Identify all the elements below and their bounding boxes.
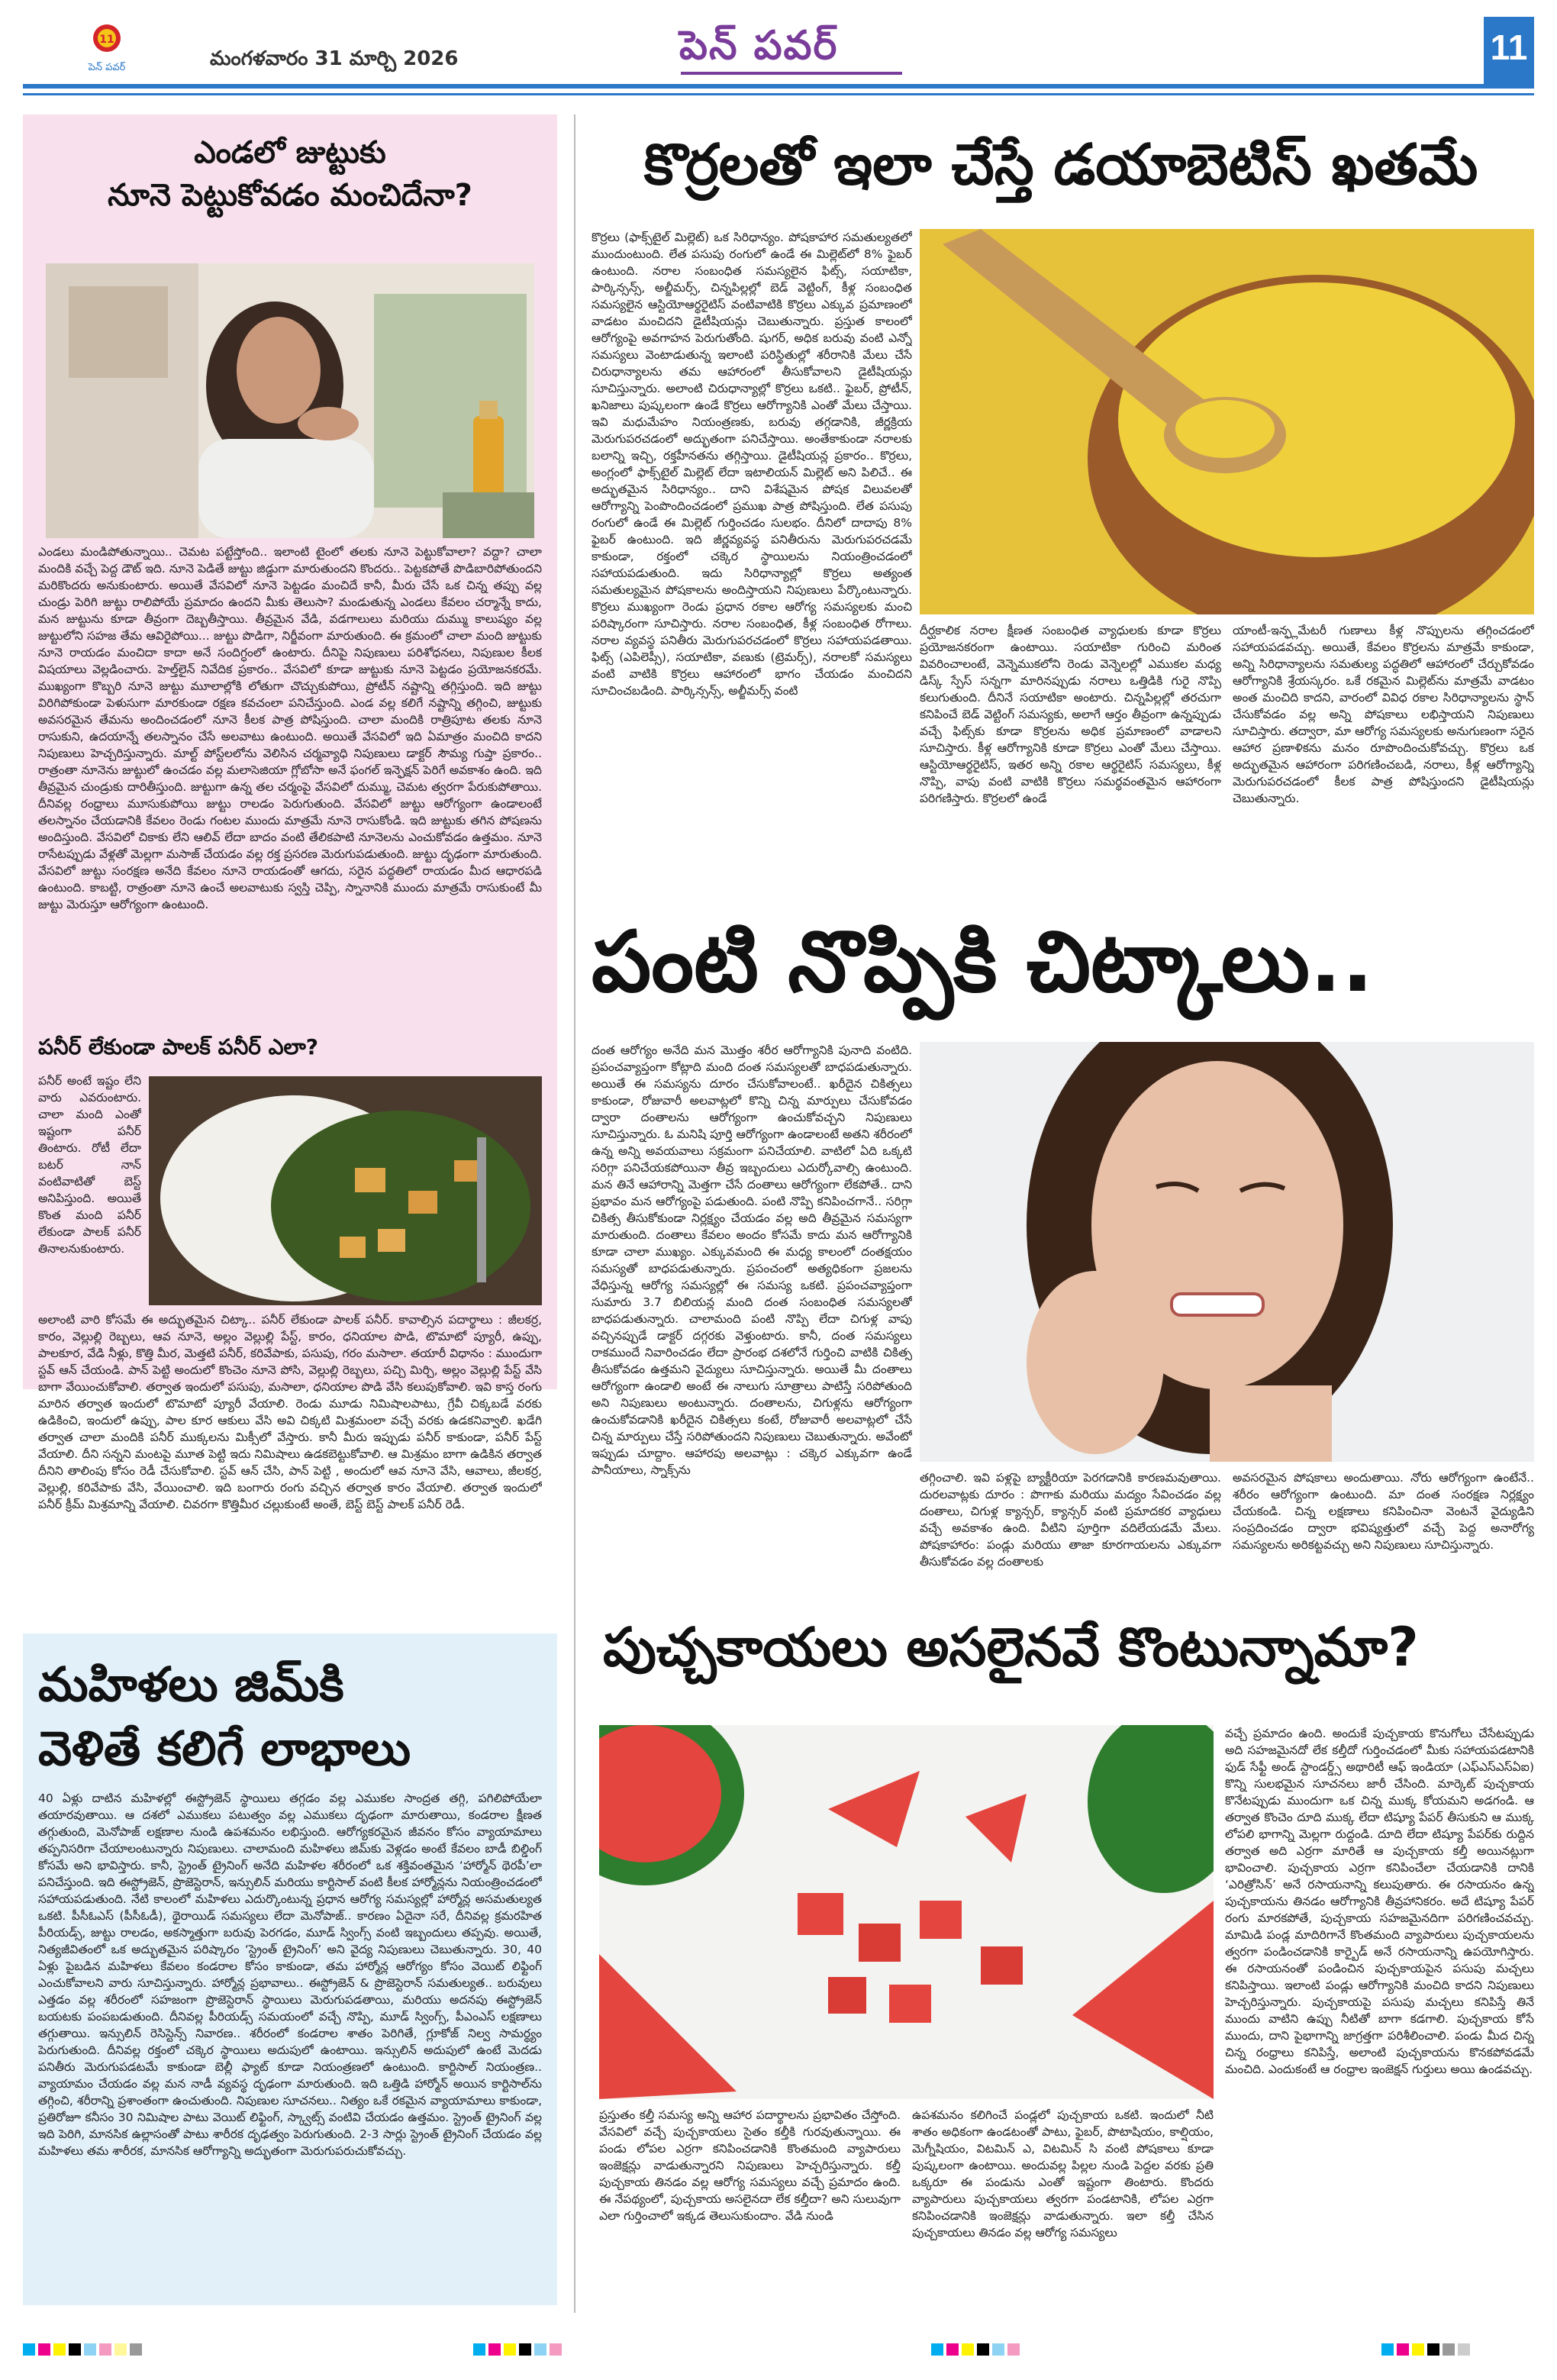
- millet-body-col2: దీర్ఘకాలిక నరాల క్షీణత సంబంధిత వ్యాధులకు కూడా కొర్రలు ప్రయోజనకరంగా ఉంటాయి. సయాటికా గురించి మరింత వివరించాలంటే, వెన్నెముకలోని రెండు వెన్నెలల్లో ఎముకల మధ్య డిస్క్ స్పేస్ సన్నగా మారినప్పుడు నరాలు ఒత్తిడికి గురై నొప్పి కలుగుతుంది. దీనినే సయాటికా అంటారు. చిన్నపిల్లల్లో తరచుగా కనిపించే బెడ్ వెట్టింగ్ సమస్యకు, అలాగే ఆర్తం తీవ్రంగా ఉన్నప్పుడు వచ్చే ఫిట్స్‌కు కూడా కొర్రలను అధిక ప్రమాణంలో వాడాలని సూచిస్తారు. కీళ్ల ఆరోగ్యానికి కూడా కొర్రలు ఎంతో మేలు చేస్తాయి. ఆస్టియోఆర్థరైటిస్, ఇతర అన్ని రకాల ఆర్థరైటిస్ సమస్యలు, కీళ్ల నొప్పి, వాపు వంటి వాటికి కొర్రలు సమర్థవంతమైన ఆహారంగా పరిగణిస్తారు. కొర్రలలో ఉండే: [920, 624, 1221, 805]
- tooth-body-col3: అవసరమైన పోషకాలు అందుతాయి. నోరు ఆరోగ్యంగా ఉంటేనే.. శరీరం ఆరోగ్యంగా ఉంటుంది. మా దంత సంరక్షణ నిర్లక్ష్యం చేయకండి. చిన్న లక్షణాలు కనిపించినా వెంటనే వైద్యుడిని సంప్రదించడం ద్వారా భవిష్యత్తులో వచ్చే పెద్ద అనారోగ్య సమస్యలను అరికట్టవచ్చు అని నిపుణులు సూచిస్తున్నారు.: [1233, 1471, 1534, 1552]
- header-rule-thin: [23, 93, 1534, 95]
- palak-headline: పనీర్ లేకుండా పాలక్ పనీర్ ఎలా?: [38, 1034, 319, 1059]
- registration-color-bar-mid: [931, 2343, 1023, 2356]
- hair-body: ఎండలు మండిపోతున్నాయి.. చెమట పట్టేస్తోంది.. ఇలాంటి టైంలో తలకు నూనె పెట్టుకోవాలా? వద్దా? చాలా మందికి వచ్చే పెద్ద డౌట్ ఇది. నూనె పెడితే జుట్టు జిడ్డుగా మారుతుందని కొందరు.. పెట్టకపోతే పొడిబారిపోతుందని మరికొందరు అనుకుంటారు. అయితే వేసవిలో నూనె పెట్టడం మంచిదే కానీ, మీరు చేసే ఒక చిన్న తప్పు వల్ల చుండ్రు పెరిగి జుట్టు రాలిపోయే ప్రమాదం ఉందని మీకు తెలుసా? మండుతున్న ఎండలు కేవలం చర్మాన్నే కాదు, మన జుట్టును కూడా తీవ్రంగా దెబ్బతీస్తాయి. తీవ్రమైన వేడి, వడగాలులు మరియు దుమ్ము కాలుష్యం వల్ల జుట్టులోని సహజ తేమ ఆవిరైపోయి... జుట్టు పొడిగా, నిర్జీవంగా మారుతుంది. ఈ క్రమంలో చాలా మంది జుట్టుకు నూనె రాయడం మంచిదా కాదా అనే సందిగ్ధంలో ఉంటారు. దీనిపై నిపుణులు పరిశోధనలు, నిపుణుల కీలక విషయాలు వెల్లడించారు. హెల్త్‌లైన్ నివేదిక ప్రకారం.. వేసవిలో కూడా జుట్టుకు నూనె పెట్టడం ప్రయోజనకరమే. ముఖ్యంగా కొబ్బరి నూనె జుట్టు మూలాల్లోకి లోతుగా చొచ్చుకుపోయి, ప్రోటీన్ నష్టాన్ని తగ్గిస్తుంది. ఇది జుట్టు విరిగిపోకుండా పెళుసుగా మారకుండా రక్షణ కవచంలా పనిచేస్తుంది. ఎండ వల్ల కలిగే నష్టాన్ని తగ్గించి, జుట్టుకు అవసరమైన తేమను అందించడంలో నూనె కీలక పాత్ర పోషిస్తుంది. చాలా మందికి రాత్రిపూట తలకు నూనె రాసుకుని, ఉదయాన్నే తలస్నానం చేసే అలవాటు ఉంటుంది. అయితే వేసవిలో ఇది ఏమాత్రం మంచిది కాదని నిపుణులు హెచ్చరిస్తున్నారు. మాల్ట్ పోస్ట్‌లలోను వెలిసిన చర్మవ్యాధి నిపుణులు డాక్టర్ సౌమ్య గుప్తా ప్రకారం.. రాత్రంతా నూనెను జుట్టులో ఉంచడం వల్ల మలాసెజియా గ్లోబోసా అనే ఫంగల్ ఇన్ఫెక్షన్ పెరిగే అవకాశం ఉంది. ఇది తీవ్రమైన చుండ్రుకు దారితీస్తుంది. జుట్టుగా ఉన్న తల చర్మంపై వేసవిలో దుమ్ము, చెమట త్వరగా పేరుకుపోతాయి. దీనివల్ల రంధ్రాలు మూసుకుపోయి జుట్టు రాలడం పెరుగుతుంది. వేసవిలో జుట్టు ఆరోగ్యంగా ఉండాలంటే తలస్నానం చేయడానికి కేవలం రెండు గంటల ముందు మాత్రమే నూనె రాసుకోండి. ఇది జుట్టుకు తగిన పోషణను అందిస్తుంది. వేసవిలో చికాకు లేని ఆలివ్ లేదా బాదం వంటి తేలికపాటి నూనెలను ఎంచుకోవడం ఉత్తమం. నూనె రాసేటప్పుడు వేళ్లతో మెల్లగా మసాజ్ చేయడం వల్ల రక్త ప్రసరణ మెరుగుపడుతుంది. జుట్టు దృఢంగా మారుతుంది. వేసవిలో జుట్టు సంరక్షణ అనేది కేవలం నూనె రాయడంతో ఆగదు, సరైన పద్ధతిలో రాయడం మీద ఆధారపడి ఉంటుంది. కాబట్టి, రాత్రంతా నూనె ఉంచే అలవాటుకు స్వస్తి చెప్పి, స్నానానికి ముందు మాత్రమే రాసుకుంటే మీ జుట్టు మెరుస్తూ ఆరోగ్యంగా ఉంటుంది.: [38, 545, 542, 911]
- registration-color-bar-center: [473, 2343, 565, 2356]
- tooth-body-col1: దంత ఆరోగ్యం అనేది మన మొత్తం శరీర ఆరోగ్యానికి పునాది వంటిది. ప్రపంచవ్యాప్తంగా కోట్లాది మంది దంత సమస్యలతో బాధపడుతున్నారు. అయితే ఈ సమస్యను దూరం చేసుకోవాలంటే.. ఖరీదైన చికిత్సలు కాకుండా, రోజువారీ అలవాట్లలో కొన్ని చిన్న మార్పులు చేసుకోవడం ద్వారా దంతాలను ఆరోగ్యంగా ఉంచుకోవచ్చని నిపుణులు సూచిస్తున్నారు. ఓ మనిషి పూర్తి ఆరోగ్యంగా ఉండాలంటే అతని శరీరంలో ఉన్న అన్ని అవయవాలు సక్రమంగా పనిచేయాలి. వాటిలో ఏది ఒక్కటి సరిగ్గా పనిచేయకపోయినా తీవ్ర ఇబ్బందులు ఎదుర్కోవాల్సి ఉంటుంది. మన తినే ఆహారాన్ని మెత్తగా చేసే దంతాలు ఆరోగ్యంగా లేకపోతే.. దాని ప్రభావం మన ఆరోగ్యంపై పడుతుంది. పంటి నొప్పి కనిపించగానే.. సరిగ్గా చికిత్స తీసుకోకుండా నిర్లక్ష్యం చేయడం వల్ల అది తీవ్రమైన సమస్యగా మారుతుంది. దంతాలు కేవలం అందం కోసమే కాదు మన ఆరోగ్యానికి కూడా చాలా ముఖ్యం. ఎక్కువమంది ఈ మధ్య కాలంలో దంతక్షయం సమస్యతో బాధపడుతున్నారు. ప్రపంచంలో అత్యధికంగా ప్రజలను వేధిస్తున్న ఆరోగ్య సమస్యల్లో ఈ సమస్య ఒకటి. ప్రపంచవ్యాప్తంగా సుమారు 3.7 బిలియన్ల మంది దంత సంబంధిత సమస్యలతో బాధపడుతున్నారు. చాలామంది పంటి నొప్పి లేదా చిగుళ్ల వాపు వచ్చినప్పుడే డాక్టర్ దగ్గరకు వెళ్తుంటారు. కానీ, దంత సమస్యలు రాకముందే నివారించడం లేదా ప్రారంభ దశలోనే గుర్తించి వాటికి చికిత్స తీసుకోవడం ఉత్తమని వైద్యులు సూచిస్తున్నారు. అయితే మీ దంతాలు ఆరోగ్యంగా ఉండాలి అంటే ఈ నాలుగు సూత్రాలు పాటిస్తే సరిపోతుంది అని నిపుణులు అంటున్నారు. దంతాలను, చిగుళ్లను ఆరోగ్యంగా ఉంచుకోవడానికి ఖరీదైన చికిత్సలు కంటే, రోజువారీ అలవాట్లలో చేసే చిన్న మార్పులు చేస్తే సరిపోతుందని నిపుణులు చెబుతున్నారు. అవేంటో ఇప్పుడు చూద్దాం. ఆహారపు అలవాట్లు : చక్కెర ఎక్కువగా ఉండే పానీయాలు, స్నాక్స్‌ను: [592, 1043, 912, 1477]
- watermelon-headline: పుచ్చకాయలు అసలైనవే కొంటున్నామా?: [603, 1616, 1419, 1679]
- gym-headline-line2: వెళితే కలిగే లాభాలు: [38, 1721, 411, 1776]
- toothache-woman-photo: [920, 1042, 1534, 1462]
- palak-paneer-photo: [149, 1076, 542, 1305]
- millet-body-col3: యాంటీ-ఇన్ఫ్లమేటరీ గుణాలు కీళ్ల నొప్పులను తగ్గించడంలో సహాయపడవచ్చు. అయితే, కేవలం కొర్రలను మాత్రమే కాకుండా, అన్ని సిరిధాన్యాలను సమతుల్య పద్ధతిలో ఆహారంలో చేర్చుకోవడం ఆరోగ్యానికి శ్రేయస్కరం. ఒకే రకమైన మిల్లెట్‌ను మాత్రమే వాడటం అంత మంచిది కాదని, వారంలో వివిధ రకాల సిరిధాన్యాలను స్థాన్ చేసుకోవడం వల్ల అన్ని పోషకాలు లభిస్తాయని నిపుణులు సూచిస్తారు. తద్వారా, మా ఆరోగ్య సమస్యలకు అనుగుణంగా సరైన ఆహార ప్రణాళికను మనం రూపొందించుకోవచ్చు. కొర్రలు ఒక అద్భుతమైన ఆహారంగా పరిగణించబడి, నరాలు, కీళ్ల ఆరోగ్యాన్ని మెరుగుపరచడంలో కీలక పాత్ర పోషిస్తుందని డైటీషియన్లు చెబుతున్నారు.: [1233, 624, 1534, 805]
- hair-oil-photo: [46, 263, 534, 538]
- palak-intro: పనీర్ అంటే ఇష్టం లేని వారు ఎవరుంటారు. చాలా మంది ఎంతో ఇష్టంగా పనీర్ తింటారు. రోటీ లేదా బటర్ నాన్ వంటివాటితో బెస్ట్ అనిపిస్తుంది. అయితే కొంత మంది పనీర్ లేకుండా పాలక్ పనీర్ తినాలనుకుంటారు.: [38, 1074, 141, 1256]
- gym-headline: [38, 1653, 542, 1781]
- foxtail-millet-photo: [920, 229, 1534, 614]
- masthead-title: పెన్ పవర్: [679, 23, 839, 69]
- page-number: 11: [1484, 17, 1534, 84]
- hair-headline: [31, 131, 550, 217]
- svg-text:11: 11: [99, 34, 114, 46]
- column-divider: [574, 114, 575, 2313]
- watermelon-body-right: వచ్చే ప్రమాదం ఉంది. అందుకే పుచ్చకాయ కొనుగోలు చేసేటప్పుడు అది సహజమైనదో లేక కల్తీదో గుర్తించడంలో మీకు సహాయపడటానికి ఫుడ్ సేఫ్టీ అండ్ స్టాండర్డ్స్ అథారిటీ ఆఫ్ ఇండియా (ఎఫ్ఎస్ఎస్ఏఐ) కొన్ని సులభమైన సూచనలు జారీ చేసింది. మార్కెట్ పుచ్చకాయ కొనేటప్పుడు ముందుగా ఒక చిన్న ముక్క కోయమని అడగండి. ఆ తర్వాత కొంచెం దూది ముక్క లేదా టిష్యూ పేపర్ తీసుకుని ఆ ముక్క లోపలి భాగాన్ని మెల్లగా రుద్దండి. దూది లేదా టిష్యూ పేపర్‌కు రుద్దిన తర్వాత అది ఎర్రగా మారితే ఆ పుచ్చకాయ కల్తీ అయినట్లుగా భావించాలి. పుచ్చకాయ ఎర్రగా కనిపించేలా చేయడానికి దానికి ‘ఎరిత్రోసిన్’ అనే రసాయనాన్ని కలుపుతారు. ఈ రసాయనం ఉన్న పుచ్చకాయను తినడం ఆరోగ్యానికి తీవ్రహానికరం. అదే టిష్యూ పేపర్ రంగు మారకపోతే, పుచ్చకాయ సహజమైనదిగా పరిగణించవచ్చు. మామిడి పండ్ల మాదిరిగానే కొంతమంది వ్యాపారులు పుచ్చకాయలను త్వరగా పండించడానికి కార్బైడ్ అనే రసాయనాన్ని ఉపయోగిస్తారు. ఈ రసాయనంతో పండించిన పుచ్చకాయపైన పసుపు మచ్చలు కనిపిస్తాయి. ఇలాంటి పండ్లు ఆరోగ్యానికి మంచిది కాదని నిపుణులు హెచ్చరిస్తున్నారు. పుచ్చకాయపై పసుపు మచ్చలు కనిపిస్తే తినే ముందు వాటిని ఉప్పు నీటితో బాగా కడగాలి. పుచ్చకాయ కోసే ముందు, దాని పైభాగాన్ని జాగ్రత్తగా పరిశీలించాలి. పండు మీద చిన్న చిన్న రంధ్రాలు కనిపిస్తే, అలాంటి పుచ్చకాయను కొనకపోవడమే మంచిది. ఎందుకంటే ఆ రంధ్రాల ఇంజెక్షన్ గుర్తులు అయి ఉండవచ్చు.: [1225, 1727, 1534, 2076]
- tooth-headline: పంటి నొప్పికి చిట్కాలు..: [592, 913, 1374, 1011]
- palak-body: అలాంటి వారి కోసమే ఈ అద్భుతమైన చిట్కా.. పనీర్ లేకుండా పాలక్ పనీర్. కావాల్సిన పదార్థాలు : జీలకర్ర, కారం, వెల్లుల్లి రెబ్బలు, ఆవ నూనె, అల్లం వెల్లుల్లి పేస్ట్, కారం, ధనియాల పొడి, టొమాటో ప్యూరీ, ఉప్పు, పాలకూర, వేడి నీళ్లు, కొత్తి మీర, మెత్తటి పనీర్, కరివేపాకు, పసుపు, గరం మసాలా. తయారీ విధానం : ముందుగా స్టవ్ ఆన్ చేయండి. పాన్ పెట్టి అందులో కొంచెం నూనె పోసి, వెల్లుల్లి రెబ్బలు, పచ్చి మిర్చి, అల్లం వెల్లుల్లి పేస్ట్ వేసి బాగా వేయించుకోవాలి. తర్వాత ఇందులో పసుపు, మసాలా, ధనియాల పొడి వేసి కలుపుకోవాలి. ఇవి కాస్త రంగు మారిన తర్వాత ఇందులో టొమాటో ప్యూరీ వేయాలి. రెండు మూడు నిమిషాలపాటు, గ్రేవీ చిక్కబడే వరకు ఉడికించి, ఇందులో ఉప్పు, పాల కూర ఆకులు వేసి అవి చిక్కటి మిశ్రమంలా వచ్చే వరకు ఉడకనివ్వాలి. ఖడేగి తర్వాత చాలా మందికి పనీర్ ముక్కలను మిక్సీలో వేస్తారు. కానీ మీరు ఇప్పుడు పనీర్ కాకుండా, పనీర్ పేస్ట్ వేయాలి. దీని సన్నని మంటపై మూత పెట్టి ఇదు నిమిషాలు ఉడకబెట్టుకోవాలి. ఆ మిశ్రమం బాగా ఉడికిన తర్వాత దీనిని తాలింపు కోసం రెడీ చేసుకోవాలి. స్టవ్ ఆన్ చేసి, పాన్ పెట్టి , అందులో ఆవ నూనె వేసి, ఆవాలు, జీలకర్ర, వెల్లుల్లి, కరివేపాకు వేసి, వేయించాలి. ఇది బంగారు రంగు వచ్చిన తర్వాత కారం వేయాలి. తర్వాత ఇందులో పనీర్ క్రీమ్ మిశ్రమాన్ని వేయాలి. చివరగా కొత్తిమీర చల్లుకుంటే అంతే, బెస్ట్ బెస్ట్ పాలక్ పనీర్ రెడీ.: [38, 1313, 542, 1511]
- watermelon-photo: [599, 1725, 1214, 2099]
- newspaper-logo: [76, 20, 137, 81]
- millet-headline: కొర్రలతో ఇలా చేస్తే డయాబెటిస్ ఖతమే: [643, 132, 1478, 198]
- watermelon-body-col2: ఉపశమనం కలిగించే పండ్లలో పుచ్చకాయ ఒకటి. ఇందులో నీటి శాతం అధికంగా ఉండటంతో పాటు, ఫైబర్, పొటాషియం, కాల్షియం, మెగ్నీషియం, విటమిన్ ఎ, విటమిన్ సి వంటి పోషకాలు కూడా పుష్కలంగా ఉంటాయి. అందువల్ల పిల్లల నుండి పెద్దల వరకు ప్రతి ఒక్కరూ ఈ పండును ఎంతో ఇష్టంగా తింటారు. కొందరు వ్యాపారులు పుచ్చకాయలు త్వరగా పండటానికి, లోపల ఎర్రగా కనిపించడానికి ఇంజెక్షన్లు వాడుతున్నారు. ఇలా కల్తీ చేసిన పుచ్చకాయలు తినడం వల్ల ఆరోగ్య సమస్యలు: [912, 2108, 1214, 2240]
- header-rule: [23, 84, 1534, 89]
- issue-date: మంగళవారం 31 మార్చి 2026: [210, 47, 459, 70]
- svg-text:పెన్ పవర్: పెన్ పవర్: [88, 62, 126, 73]
- watermelon-body-col1: ప్రస్తుతం కల్తీ సమస్య అన్ని ఆహార పదార్థాలను ప్రభావితం చేస్తోంది. వేసవిలో వచ్చే పుచ్చకాయలు సైతం కల్తీకి గురవుతున్నాయి. ఈ పండు లోపల ఎర్రగా కనిపించడానికి కొంతమంది వ్యాపారులు ఇంజెక్షన్లు వాడుతున్నారని నిపుణులు హెచ్చరిస్తున్నారు. కల్తీ పుచ్చకాయ తినడం వల్ల ఆరోగ్య సమస్యలు వచ్చే ప్రమాదం ఉంది. ఈ నేపథ్యంలో, పుచ్చకాయ అసలైనదా లేక కల్తీదా? అని సులువుగా ఎలా గుర్తించాలో ఇక్కడ తెలుసుకుందాం. వేడి నుండి: [599, 2108, 901, 2223]
- hair-headline-line2: నూనె పెట్టుకోవడం మంచిదేనా?: [108, 178, 472, 213]
- registration-color-bar-left: [23, 2343, 145, 2356]
- hair-headline-line1: ఎండలో జుట్టుకు: [194, 135, 386, 170]
- registration-color-bar-right: [1381, 2343, 1473, 2356]
- masthead-underline: [681, 72, 902, 75]
- page-header: [23, 17, 1534, 92]
- millet-body-col1: కొర్రలు (ఫాక్స్‌టైల్ మిల్లెట్) ఒక సిరిధాన్యం. పోషకాహార సమతుల్యతలో ముందుంటుంది. లేత పసుపు రంగులో ఉండే ఈ మిల్లెట్‌లో 8% ఫైబర్ ఉంటుంది. నరాల సంబంధిత సమస్యలైన ఫిట్స్, సయాటికా, పార్కిన్సన్స్, అల్జీమర్స్, చిన్నపిల్లల్లో బెడ్ వెట్టింగ్, కీళ్ల సంబంధిత సమస్యలైన ఆస్టియోఆర్థరైటిస్ వంటివాటికి కొర్రలు ఎక్కువ ప్రమాణంలో వాడటం మంచిదని డైటీషియన్లు చెబుతున్నారు. ప్రస్తుత కాలంలో ఆరోగ్యంపై అవగాహన పెరుగుతోంది. షుగర్, అధిక బరువు వంటి ఎన్నో సమస్యలు వెంటాడుతున్న ఇలాంటి పరిస్థితుల్లో శరీరానికి మేలు చేసే చిరుధాన్యాలను తమ ఆహారంలో తీసుకోవాలని డైటీషియన్లు సూచిస్తున్నారు. అలాంటి చిరుధాన్యాల్లో కొర్రలు ఒకటి.. ఫైబర్, ప్రోటీన్, ఖనిజాలు పుష్కలంగా ఉండే కొర్రలు ఆరోగ్యానికి ఎంతో మేలు చేస్తాయి. ఇవి మధుమేహం నియంత్రణకు, బరువు తగ్గడానికి, జీర్ణక్రియ మెరుగుపరచడంలో అద్భుతంగా పనిచేస్తాయి. అంతేకాకుండా నరాలకు బలాన్ని ఇచ్చి, రక్తహీనతను తగ్గిస్తాయి. డైటీషియన్ల ప్రకారం.. కొర్రలు, అంగ్లంలో ఫాక్స్‌టైల్ మిల్లెట్ లేదా ఇటాలియన్ మిల్లెట్ అని పిలిచే.. ఈ అద్భుతమైన సిరిధాన్యం.. దాని విశేషమైన పోషక విలువలతో ఆరోగ్యాన్ని పెంపొందించడంలో ప్రముఖ పాత్ర పోషిస్తుంది. లేత పసుపు రంగులో ఉండే ఈ మిల్లెట్ గుర్తించడం సులభం. దీనిలో దాదాపు 8% ఫైబర్ ఉంటుంది. ఇది జీర్ణవ్యవస్థ పనితీరును మెరుగుపరచడమే కాకుండా, రక్తంలో చక్కెర స్థాయిలను నియంత్రించడంలో సహాయపడుతుంది. ఇదు సిరిధాన్యాల్లో కొర్రలు అత్యంత సమతుల్యమైన పోషకాలను అందిస్తాయని నిపుణులు పేర్కొంటున్నారు. కొర్రలు ముఖ్యంగా రెండు ప్రధాన రకాల ఆరోగ్య సమస్యలకు మంచి పరిష్కారంగా సూచిస్తారు. నరాల సంబంధిత, కీళ్ల సంబంధిత రోగాలు. నరాల వ్యవస్థ పనితీరు మెరుగుపరచడంలో కొర్రలు సహాయపడతాయి. ఫిట్స్ (ఎపిలెప్సీ), సయాటికా, వణుకు (ట్రెమర్స్), నరాలకో సమస్యలు వంటి వాటికి కొర్రలు ఆహారంలో భాగం చేయడం మంచిదని సూచించబడింది. పార్కిన్సన్స్, అల్జీమర్స్ వంటి: [592, 231, 912, 698]
- tooth-body-col2: తగ్గించాలి. ఇవి పళ్లపై బ్యాక్టీరియా పెరగడానికి కారణమవుతాయి. దురలవాట్లకు దూరం : పొగాకు మరియు మద్యం సేవించడం వల్ల దంతాలు, చిగుళ్ల క్యాన్సర్, క్యాన్సర్ వంటి ప్రమాదకర వ్యాధులు వచ్చే అవకాశం ఉంది. వీటిని పూర్తిగా వదిలేయడమే మేలు. పోషకాహారం: పండ్లు మరియు తాజా కూరగాయలను ఎక్కువగా తీసుకోవడం వల్ల దంతాలకు: [920, 1471, 1221, 1569]
- gym-headline-line1: మహిళలు జిమ్‌కి: [38, 1656, 344, 1712]
- gym-body: 40 ఏళ్లు దాటిన మహిళల్లో ఈస్ట్రోజెన్ స్థాయిలు తగ్గడం వల్ల ఎముకల సాంద్రత తగ్గి, పగిలిపోయేలా తయారవుతాయి. ఆ దశలో ఎముకలు పటుత్వం వల్ల ఎముకలు దృఢంగా మారుతాయి, కండరాల క్షీణత తగ్గుతుంది, మెనోపాజ్ లక్షణాల నుండి ఉపశమనం లభిస్తుంది. ఆరోగ్యకరమైన జీవనం కోసం వ్యాయామాలు తప్పనిసరిగా చేయాలంటున్నారు నిపుణులు. చాలామంది మహిళలు జిమ్‌కు వెళ్లడం అంటే కేవలం బాడీ బిల్డింగ్ కోసమే అని భావిస్తారు. కానీ, స్ట్రెంత్ ట్రైనింగ్ అనేది మహిళల శరీరంలో ఒక శక్తివంతమైన ‘హార్మోన్ థెరపీ’లా పనిచేస్తుంది. ఇది ఈస్ట్రోజెన్, ప్రొజెస్టెరాన్, ఇన్సులిన్ మరియు కార్టిసాల్ వంటి కీలక హార్మోన్లను నియంత్రించడంలో సహాయపడుతుంది. నేటి కాలంలో మహిళలు ఎదుర్కొంటున్న ప్రధాన ఆరోగ్య సమస్యల్లో హార్మోన్ల అసమతుల్యత ఒకటి. పీసీఓఎస్ (పీసీఓడీ), థైరాయిడ్ సమస్యలు లేదా మెనోపాజ్.. కారణం ఏదైనా సరే, దీనివల్ల క్రమరహిత పీరియడ్స్, జుట్టు రాలడం, అకస్మాత్తుగా బరువు పెరగడం, మూడ్ స్వింగ్స్ వంటి ఇబ్బందులు తప్పవు. అయితే, నిత్యజీవితంలో ఒక అద్భుతమైన పరిష్కారం ‘స్ట్రెంత్ ట్రైనింగ్’ అని వైద్య నిపుణులు చెబుతున్నారు. 30, 40 ఏళ్లు పైబడిన మహిళలు కేవలం కండరాల కోసం కాకుండా, తమ హార్మోన్ల ఆరోగ్యం కోసం వెయిట్ లిఫ్టింగ్ ఎంచుకోవాలని వారు సూచిస్తున్నారు. హార్మోన్ల ప్రభావాలు.. ఈస్ట్రోజెన్ & ప్రొజెస్టెరాన్ సమతుల్యత.. బరువులు ఎత్తడం వల్ల శరీరంలో సహజంగా ప్రొజెస్టెరాన్ స్థాయిలు మెరుగుపడతాయి, మరియు అదనపు ఈస్ట్రోజెన్ బయటకు పంపబడుతుంది. దీనివల్ల పీరియడ్స్ సమయంలో వచ్చే నొప్పి, మూడ్ స్వింగ్స్, పీఎంఎస్ లక్షణాలు తగ్గుతాయి. ఇన్సులిన్ రెసిస్టెన్స్ నివారణ.. శరీరంలో కండరాల శాతం పెరిగితే, గ్లూకోజ్ నిల్వ సామర్థ్యం పెరుగుతుంది. దీనివల్ల రక్తంలో చక్కెర స్థాయిలు అదుపులో ఉంటాయి. ఇన్సులిన్ అదుపులో ఉంటే మెదడు పనితీరు మెరుగుపడటమే కాకుండా బెల్లీ ఫ్యాట్ కూడా నియంత్రణలో ఉంటుంది. కార్టిసాల్ నియంత్రణ.. వ్యాయామం చేయడం వల్ల మన నాడీ వ్యవస్థ దృఢంగా మారుతుంది. ఇది ఒత్తిడి హార్మోన్ అయిన కార్టిసాల్‌ను తగ్గించి, శరీరాన్ని ప్రశాంతంగా ఉంచుతుంది. నిపుణుల సూచనలు.. నిత్యం ఒకే రకమైన వ్యాయామాలు కాకుండా, ప్రతిరోజూ కనీసం 30 నిమిషాల పాటు వెయిట్ లిఫ్టింగ్, స్క్వాట్స్ వంటివి చేయడం ఉత్తమం. స్ట్రెంత్ ట్రైనింగ్ వల్ల ఇది పెరిగి, మానసిక ఉల్లాసంతో పాటు శారీరక దృఢత్వం పెరుగుతుంది. 2-3 సార్లు స్ట్రెంత్ ట్రైనింగ్ చేయడం వల్ల మహిళలు తమ శారీరక, మానసిక ఆరోగ్యాన్ని అద్భుతంగా మెరుగుపరుచుకోవచ్చు.: [38, 1791, 542, 2158]
